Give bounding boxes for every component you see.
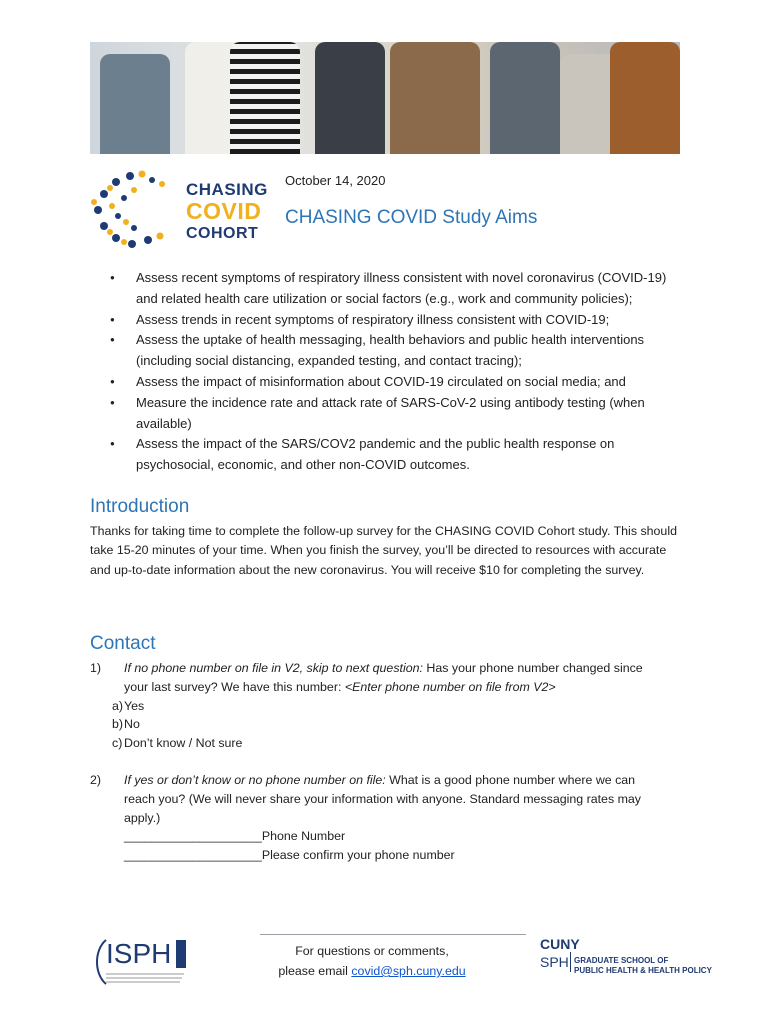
- option-text: Yes: [124, 698, 145, 713]
- contact-heading: Contact: [90, 633, 156, 654]
- list-item: ● Assess recent symptoms of respiratory illness consistent with novel coronavirus (COVID-19) and related health care utilization or social factors (e.g., work and community policies);: [110, 268, 670, 310]
- question-placeholder: <Enter phone number on file from V2>: [344, 679, 556, 694]
- school-name-line-2: PUBLIC HEALTH & HEALTH POLICY: [574, 966, 712, 975]
- question-number: 2): [90, 773, 102, 787]
- introduction-heading: Introduction: [90, 496, 190, 517]
- cuny-sph-logo: [538, 936, 712, 980]
- banner-person: [490, 42, 560, 154]
- answer-options: [90, 697, 665, 753]
- logo-word-covid: COVID: [186, 198, 262, 224]
- answer-option-yes[interactable]: [90, 697, 665, 716]
- option-label: a): [112, 698, 124, 713]
- logo-word-cohort: COHORT: [186, 225, 259, 242]
- document-date: October 14, 2020: [285, 173, 386, 188]
- list-item: ● Assess the impact of the SARS/COV2 pandemic and the public health response on psychosocial, economic, and other non-COVID outcomes.: [110, 434, 670, 476]
- list-item: ● Assess trends in recent symptoms of respiratory illness consistent with COVID-19;: [110, 310, 670, 331]
- question-1: [90, 659, 665, 753]
- banner-person: [315, 42, 385, 154]
- study-aims-list: [110, 268, 670, 476]
- list-item: ● Measure the incidence rate and attack rate of SARS-CoV-2 using antibody testing (when available): [110, 393, 670, 435]
- phone-number-blank[interactable]: ____________________Phone Number: [124, 829, 346, 844]
- question-number: 1): [90, 661, 102, 675]
- chasing-covid-logo: [90, 168, 270, 252]
- question-text: Has your phone number changed since your last survey? We have this number:: [124, 661, 643, 694]
- answer-option-dont-know[interactable]: [90, 734, 665, 753]
- answer-option-no[interactable]: [90, 715, 665, 734]
- email-link[interactable]: covid@sph.cuny.edu: [351, 964, 466, 978]
- option-label: c): [112, 736, 123, 751]
- school-name-line-1: GRADUATE SCHOOL OF: [574, 956, 669, 965]
- footer-line-1: For questions or comments,: [295, 944, 449, 958]
- footer-line-2: [256, 961, 488, 981]
- footer-divider: [260, 934, 526, 935]
- question-2: [90, 771, 665, 865]
- question-instruction: If yes or don’t know or no phone number on file:: [124, 773, 386, 787]
- question-text: What is a good phone number where we can reach you? (We will never share your information with anyone. Standard messaging rates may apply.): [124, 773, 641, 825]
- option-text: Don’t know / Not sure: [124, 736, 243, 751]
- sph-word: SPH: [540, 954, 569, 970]
- introduction-body: Thanks for taking time to complete the follow-up survey for the CHASING COVID Cohort study. This should take 15-20 minutes of your time. When you finish the survey, you’ll be directed to resources with accurate and up-to-date information about the new coronavirus. You will receive $10 for completing the survey.: [90, 524, 677, 577]
- cuny-divider: [570, 952, 571, 972]
- header-banner-photo: [90, 42, 680, 154]
- banner-person: [230, 42, 300, 154]
- option-text: No: [124, 717, 140, 732]
- footer-prefix: please email: [278, 964, 352, 978]
- list-item: ● Assess the uptake of health messaging, health behaviors and public health interventions (including social distancing, expanded testing, and contact tracing);: [110, 330, 670, 372]
- logo-word-chasing: CHASING: [186, 180, 268, 199]
- list-item: ● Assess the impact of misinformation about COVID-19 circulated on social media; and: [110, 372, 670, 393]
- banner-person: [100, 54, 170, 154]
- footer-contact: [256, 941, 488, 981]
- study-aims-heading: CHASING COVID Study Aims: [285, 207, 538, 228]
- cuny-word: CUNY: [540, 936, 580, 952]
- question-instruction: If no phone number on file in V2, skip to next question:: [124, 661, 423, 675]
- logo-dots-icon: [90, 168, 186, 252]
- option-label: b): [112, 717, 124, 732]
- confirm-phone-number-blank[interactable]: ____________________Please confirm your phone number: [124, 848, 455, 863]
- banner-person: [610, 42, 680, 154]
- isph-logo-word: ISPH: [106, 938, 172, 969]
- banner-person: [390, 42, 480, 154]
- isph-logo: [92, 936, 192, 988]
